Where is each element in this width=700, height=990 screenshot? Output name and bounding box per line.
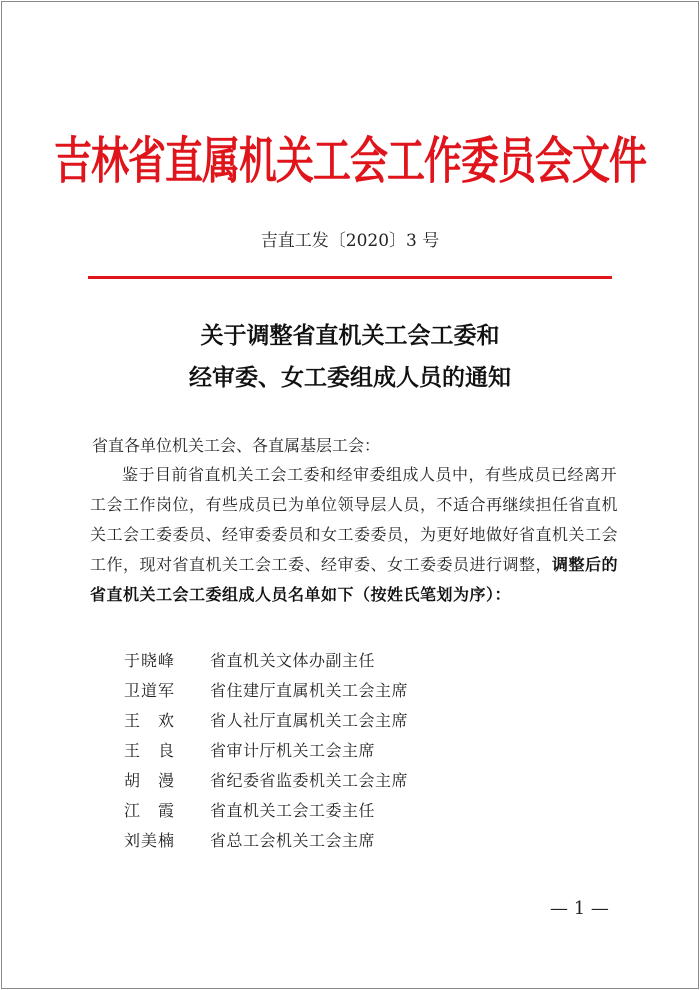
member-name: 王 欢 — [124, 711, 176, 730]
list-item — [124, 766, 408, 796]
member-position: 省审计厅机关工会主席 — [210, 741, 376, 760]
member-name: 胡 漫 — [124, 771, 176, 790]
salutation: 省直各单位机关工会、各直属基层工会： — [92, 436, 381, 455]
member-position: 省总工会机关工会主席 — [210, 831, 376, 850]
member-name: 刘美楠 — [124, 831, 176, 850]
body-text: 鉴于目前省直机关工会工委和经审委组成人员中，有些成员已经离开工会工作岗位，有些成员已为单位领导层人员，不适合再继续担任省直机关工会工委委员、经审委委员和女工委委员，为更好地做好省直机关工会工作，现对省直机关工会工委、经审委、女工委委员进行调整， — [90, 465, 619, 574]
member-position: 省纪委省监委机关工会主席 — [210, 771, 409, 790]
document-title — [0, 315, 700, 399]
list-item — [124, 736, 408, 766]
document-header: 吉林省直属机关工会工作委员会文件 — [53, 131, 646, 190]
list-item — [124, 646, 408, 676]
member-name: 江 霞 — [124, 801, 176, 820]
list-item — [124, 706, 408, 736]
list-item — [124, 796, 408, 826]
list-item — [124, 676, 408, 706]
member-name: 于晓峰 — [124, 651, 176, 670]
member-name: 卫道军 — [124, 681, 176, 700]
member-position: 省直机关工会工委主任 — [210, 801, 376, 820]
body-paragraph — [90, 460, 620, 610]
title-line-1: 关于调整省直机关工会工委和 — [200, 322, 500, 349]
member-position: 省住建厅直属机关工会主席 — [210, 681, 409, 700]
member-position: 省直机关文体办副主任 — [210, 651, 376, 670]
header-divider — [88, 276, 612, 279]
page-number: — 1 — — [550, 898, 609, 919]
body-text-bold: 调整后的省直机关工会工委组成人员名单如下（按姓氏笔划为序）： — [90, 555, 619, 604]
document-number: 吉直工发〔2020〕3 号 — [260, 231, 440, 251]
list-item — [124, 826, 408, 856]
member-name: 王 良 — [124, 741, 176, 760]
title-line-2: 经审委、女工委组成人员的通知 — [189, 364, 511, 391]
member-position: 省人社厅直属机关工会主席 — [210, 711, 409, 730]
member-list — [124, 646, 408, 856]
